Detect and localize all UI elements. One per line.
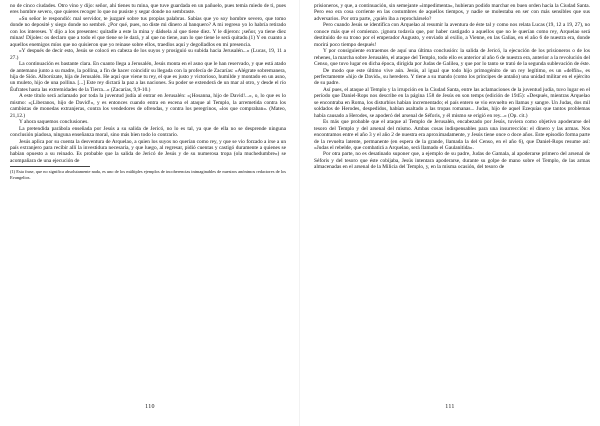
paragraph: »Su señor le respondió: mal servidor, te juzgaré sobre tus propias palabras. Sabías que yo soy hombre severo, que tomo donde no deposité y siego donde no sembré. ¿Por qué, pues, no diste mi dinero al banquero? A mi regreso yo lo habría retirado con los intereses. Y dijo a los presentes: quitadle a este la mina y dádsela al que tiene diez. Y le dijeron: ¡señor, ya tiene diez minas! Dijoles: os declaro que a todo el que tiene se le dará, y al que no tiene, aun lo que tiene le será quitado.(1) Y en cuanto a aquellos enemigos míos que no quisieron que yo reinase sobre ellos, traedlos aquí y degolladlos en mi presencia. [10, 15, 286, 48]
right-page-text [314, 3, 590, 397]
paragraph: Es más que probable que el ataque al Templo de Jerusalén, encabezado por Jesús, tuviera como objetivo apoderarse del tesoro del Templo y del arsenal del mismo. Ambas cosas indispensables para una insurrección: el dinero y las armas. Nos encontramos entre el año 3 y el año 2 de nuestra era aproximadamente, y Jesús tiene once o doce años. Este episodio forma parte de la revuelta latente, permanente (en espera de la grande, llamada la del Censo, en el año 6), que Daniel-Rops resume así: «Judas el rebelde, que combatirá a Arquelao, será llamado el Gaulanitida». [314, 119, 590, 151]
page-number-left: 110 [145, 404, 155, 410]
paragraph: La pretendida parábola enseñada por Jesús a su salida de Jericó, no lo es tal, ya que de ella no se desprende ninguna conclusión piadosa, ninguna enseñanza moral, sino más bien todo lo contrario. [10, 125, 286, 139]
paragraph: Y ahora saquemos conclusiones. [19, 119, 89, 126]
paragraph: »Y después de decir esto, Jesús se colocó en cabeza de los suyos y prosiguió su subida hacia Jerusalén...» (Lucas, 19, 11 a 27.) [10, 48, 286, 61]
paragraph: Por otra parte, no es desatinado suponer que, a ejemplo de su padre, Judas de Gamala, al apoderarse primero del arsenal de Séforis y del tesoro que éste cobijaba, Jesús intentara apoderarse, durante su golpe de mano sobre el Templo, de las armas almacenadas en el arsenal de la Milicia del Templo, y, en la misma ocasión, del tesoro de [314, 151, 590, 171]
paragraph: A este título será aclamado por toda la juventud judía al entrar en Jerusalén: «¡Hosanna, hijo de David!...», o, lo que es lo mismo: «¡Liberanos, hijo de David!», y es entonces cuando entra en escena el ataque al Templo, la arremetida contra los cambistas de monedas extranjeras, contra los vendedores de ofrendas, y contra los peregrinos, «los que compraban». (Mateo, 21,12.) [10, 93, 286, 119]
paragraph: prisioneros, y que, a continuación, sin semejante «impedimenta», hubieran podido marchar en buen orden hacia la Ciudad Santa. Pero eso era cosa corriente en las costumbres de aquellos tiempos, y nadie se molestaba en ser con más sensibles que sus adversarios. Por otra parte, ¿quién iba a reprochárselo? [314, 3, 590, 22]
paragraph: De modo que este último vive aún. Jesús, al igual que todo hijo primogénito de un rey legítimo, es un «delfín», es perfectamente «hijo de David», su heredero. Y tiene a su mando (como los príncipes de antaño) una unidad militar en el ejército de su padre. [314, 67, 590, 87]
paragraph: no de cinco ciudades. Otro vino y dijo: señor, ahí tienes tu mina, que tuve guardada en un pañuelo, pues temía miedo de ti, pues eres hombre severo, que quieres recoger lo que no pusiste y segar donde no sembraste. [10, 3, 286, 16]
page-number-right: 111 [445, 404, 455, 410]
right-page [300, 0, 600, 426]
paragraph: La continuación es bastante clara. En cuanto llega a Jerusalén, Jesús monta en el asno que le han reservado, y que está atado de antemano junto a su madre, la pollina, a fin de hacer coincidir su llegada con la profecía de Zacarías: «Alégrate sobremanera, hija de Sión. Alborózate, hija de Jerusalén. He aquí que viene tu rey, el que es justo y victorioso, humilde y montado en un asno, un muleto, hijo de una pollina. [...] Este rey dictará la paz a las naciones. Su poder se extenderá de un mar al otro, y desde el río Éufrates hasta las extremidades de la Tierra...» (Zacarías, 9,9-10.) [10, 61, 286, 93]
footnote-divider [10, 166, 90, 167]
paragraph: Pero cuando Jesús se identifica con Arquelao al resumir la aventura de éste tal y como nos relata Lucas (19, 12 a 19, 27), no conoce más que el comienzo. ¡ignora todavía que, por haber castigado a aquellos que no le querían como rey, Arquelao será destituido de su trono por el emperador Augusto, y enviado al exilio, a Vienne, en las Galias, en el año 6 de nuestra era, donde morirá poco tiempo después! [314, 22, 590, 48]
footnote [10, 169, 286, 180]
paragraph: Jesús aplica por su cuenta la desventura de Arquelao, a quien los suyos no querían como rey, y que se vio forzado a irse a un país extranjero para recibir allí la investidura necesaria, y que luego, al regresar, pidió cuentas y castigó duramente a quienes se habían opuesto a su reinado. Es probable que la salida de Jericó de Jesús y de su numerosa tropa (ola muchedumbre») se acompañara de una ejecución de [10, 138, 286, 164]
paragraph: Y por consiguiente extraemos de aquí una última conclusión: la salida de Jericó, la ejecución de los prisioneros o de los rehenes, la marcha sobre Jerusalén, el ataque del Templo, todo ello es anterior al año 6 de nuestra era, anterior a la revolución del Censo, que tuvo lugar en dicha época, dirigida por Judas de Galilea, y que por lo tanto se trató de la segunda sublevación de éste. [314, 48, 590, 68]
paragraph: Así pues, el ataque al Templo y la irrupción en la Ciudad Santa, entre las aclamaciones de la juventud judía, tuvo lugar en el período que Daniel-Rops nos describe en la página 158 de Jesús en son temps (edición de 1945): «Después, mientras Arquelao se encontraba en Roma, los disturbios habían incrementado; el país entero se vio envuelto en llamas y sangre. Un Judas, dos mil soldados de Herodes, despedidos, habían asaltado a las tropas romanas... Judas, hijo de aquel Ezequías que tantos problemas había causado a Herodes, se apoderó del arsenal de Séforis, y él mismo se erigió en rey...» (Op. cit.) [314, 86, 590, 119]
left-page-text [10, 3, 286, 397]
footnote-text: (1) Esta frase, que no significa absolutamente nada, es uno de los múltiples ejemplos de incoherencias inimaginables de nuestros anónimos redactores de los Evangelios. [10, 169, 286, 180]
